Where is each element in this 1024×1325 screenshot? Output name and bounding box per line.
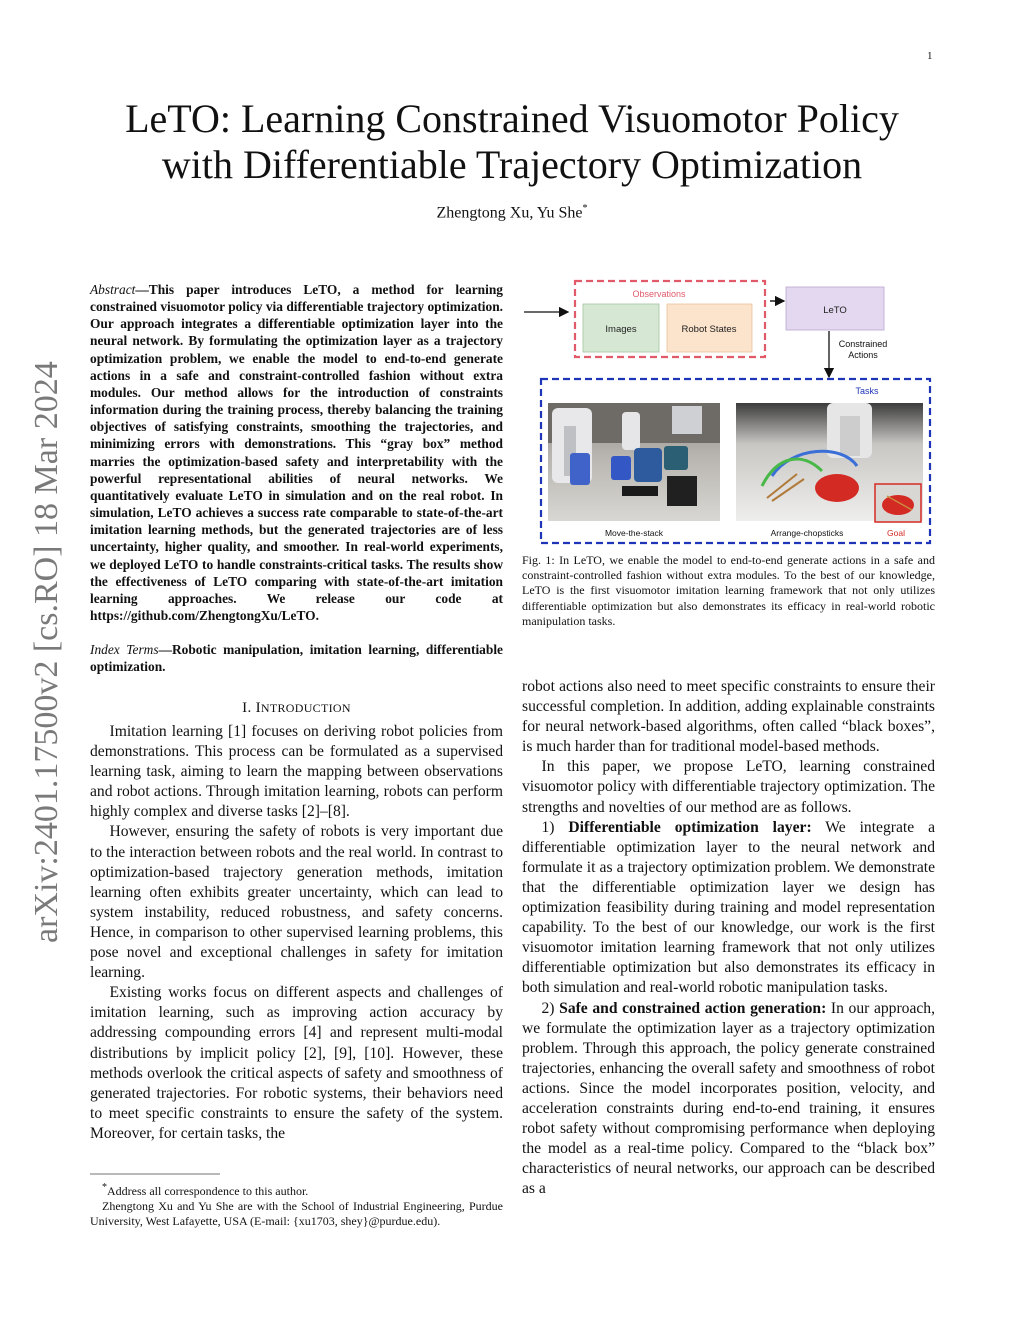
robot-states-label: Robot States (681, 324, 737, 335)
item-number: 1) (541, 818, 555, 836)
tasks-label: Tasks (855, 386, 879, 396)
page-number: 1 (927, 50, 933, 62)
constrained-actions-line-1: Constrained (838, 339, 888, 349)
contribution-item-1 (522, 818, 935, 999)
section-number: I. (242, 700, 252, 716)
abstract-text: —This paper introduces LeTO, a method for learning constrained visuomotor policy via differentiable trajectory optimization. Our approach integrates a differentiable optimization layer into the neural network. By formulating the optimization layer as a trajectory optimization problem, we enable the model to end-to-end generate actions in a safe and constraint-controlled fashion without extra modules. Our method allows for the introduction of constraints information during the training process, thereby balancing the training objectives of satisfying constraints, smoothing the trajectories, and minimizing errors with demonstrations. This “gray box” method marries the optimization-based safety and interpretability with the powerful representational abilities of neural networks. We quantitatively evaluate LeTO in simulation and on the real robot. In simulation, LeTO achieves a success rate comparable to state-of-the-art imitation learning methods, but the generated trajectories are of less uncertainty, higher quality, and smoother. In real-world experiments, we deployed LeTO to handle constraints-critical tasks. The results show the effectiveness of LeTO comparing with state-of-the-art imitation learning approaches. We release our code at https://github.com/ZhengtongXu/LeTO. (90, 282, 503, 623)
title-line-2: with Differentiable Trajectory Optimization (161, 142, 863, 187)
paper-title (60, 96, 964, 188)
constrained-actions-line-2: Actions (848, 350, 878, 360)
index-terms (90, 641, 503, 675)
goal-label: Goal (887, 528, 905, 538)
contribution-item-2 (522, 999, 935, 1200)
right-paragraph: In this paper, we propose LeTO, learning constrained visuomotor policy with differentiable trajectory optimization. The strengths and novelties of our method are as follows. (522, 758, 935, 816)
section-title-rest: NTRODUCTION (260, 701, 351, 715)
item-number: 2) (541, 999, 555, 1017)
introduction-body (90, 722, 503, 1144)
footnote-correspondence-text: Address all correspondence to this author. (107, 1184, 309, 1198)
abstract (90, 281, 503, 624)
leto-label: LeTO (823, 305, 847, 316)
task2-label: Arrange-chopsticks (770, 528, 844, 538)
footnote-rule (90, 1173, 220, 1175)
observations-label: Observations (632, 289, 686, 299)
item-text: We integrate a differentiable optimization layer to the neural network and formulate it as a trajectory optimization problem. We demonstrate that the differentiable optimization layer we design has optimization feasibility during training and model representation capability. To the best of our knowledge, our work is the first visuomotor imitation learning framework that not only utilizes differentiable optimization but also demonstrates its efficacy in both simulation and real-world robotic manipulation tasks. (522, 818, 935, 997)
task1-label: Move-the-stack (604, 528, 664, 538)
author-list (0, 203, 1024, 222)
goal-inset (875, 484, 921, 522)
section-title-initial: I (255, 700, 261, 716)
index-terms-text: —Robotic manipulation, imitation learning, differentiable optimization. (90, 642, 503, 675)
footnote-correspondence (90, 1180, 503, 1199)
item-text: In our approach, we formulate the optimization layer as a trajectory optimization problem. Through this approach, the policy generate constrained trajectories, enhancing the overall safety and smoothness of robot actions. Since the model incorporates position, velocity, and acceleration constraints during end-to-end training, it ensures robot safety without compromising performance when deploying the model as a real-time policy. Compared to the “black box” characteristics of neural networks, our approach can be described as a (522, 999, 935, 1198)
abstract-label: Abstract (90, 282, 136, 297)
images-label: Images (605, 324, 637, 335)
title-line-1: LeTO: Learning Constrained Visuomotor Policy (125, 96, 899, 141)
item-title: Differentiable optimization layer: (568, 818, 812, 836)
footnote-affiliation: Zhengtong Xu and Yu She are with the School of Industrial Engineering, Purdue University, West Lafayette, USA (E-mail: {xu1703, shey}@purdue.edu). (90, 1199, 503, 1228)
figure-1 (522, 276, 937, 548)
right-paragraph: robot actions also need to meet specific constraints to ensure their successful completion. In addition, adding explainable constraints for neural network-based algorithms, often called “black boxes”, is much harder than for traditional model-based methods. (522, 678, 935, 756)
footnote-mark: * (102, 1182, 107, 1193)
figure-caption: Fig. 1: In LeTO, we enable the model to end-to-end generate actions in a safe and constraint-controlled fashion without extra modules. To the best of our knowledge, LeTO is the first visuomotor imitation learning framework that not only utilizes differentiable optimization but also demonstrates its efficacy in real-world robotic manipulation tasks. (522, 553, 935, 628)
item-title: Safe and constrained action generation: (559, 999, 827, 1017)
section-heading (90, 700, 503, 717)
footnote (90, 1180, 503, 1229)
authors-text: Zhengtong Xu, Yu She (436, 204, 583, 222)
intro-paragraph: Existing works focus on different aspects and challenges of imitation learning, such as improving action accuracy by addressing compounding errors [4] and represent multi-modal distributions by implicit policy [2], [9], [10]. However, these methods overlook the critical aspects of safety and smoothness of generated trajectories. For robotic systems, their behaviors need to meet specific constraints to ensure the safety of the system. Moreover, for certain tasks, the (90, 984, 503, 1142)
author-mark: * (582, 203, 588, 214)
right-column-body (522, 677, 935, 1199)
intro-paragraph: Imitation learning [1] focuses on deriving robot policies from demonstrations. This process can be formulated as a supervised learning task, aiming to learn the mapping between observations and robot actions. Through imitation learning, robots can perform highly complex and diverse tasks [2]–[8]. (90, 723, 503, 821)
index-terms-label: Index Terms (90, 642, 159, 657)
move-the-stack-photo (548, 403, 720, 521)
intro-paragraph: However, ensuring the safety of robots is very important due to the interaction between robots and the real world. In contrast to optimization-based trajectory generation methods, imitation learning often exhibits greater uncertainty, which can lead to system instability, reduced robustness, and safety concerns. Hence, in comparison to other supervised learning problems, this pose novel and exceptional challenges in safety for imitation learning. (90, 823, 503, 982)
arxiv-stamp: arXiv:2401.17500v2 [cs.RO] 18 Mar 2024 (28, 361, 65, 943)
